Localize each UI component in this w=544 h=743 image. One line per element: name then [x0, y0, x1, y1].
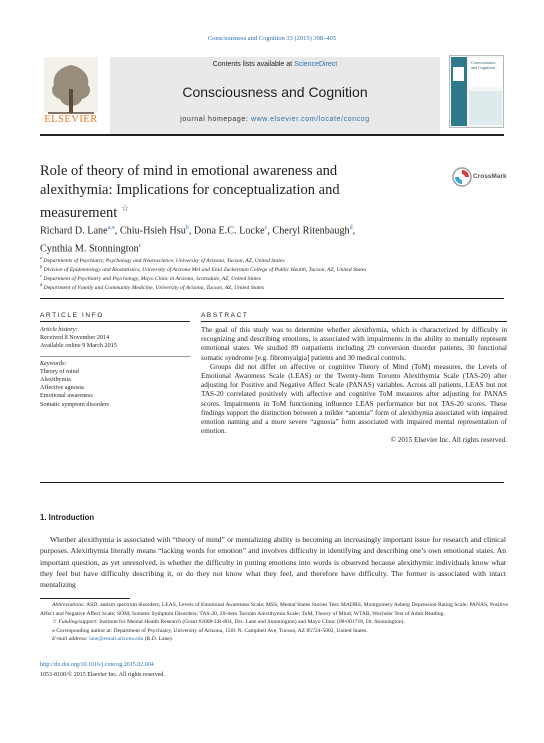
- author-name[interactable]: Cynthia M. Stonnington: [40, 243, 139, 255]
- abstract-heading: ABSTRACT: [201, 312, 249, 319]
- corresponding-mark: ⁎: [52, 627, 55, 634]
- corresponding-text: Corresponding author at: Department of Psychiatry, University of Arizona, 1501 N. Campbell Ave, Tucson, AZ 85724-5002, United States.: [56, 627, 368, 634]
- available-date: Available online 9 March 2015: [40, 342, 117, 350]
- journal-cover-image: [449, 55, 504, 128]
- sciencedirect-link[interactable]: ScienceDirect: [294, 61, 338, 68]
- intro-heading: 1. Introduction: [40, 513, 95, 522]
- abbreviations-note: [40, 601, 508, 618]
- keyword[interactable]: Emotional awareness: [40, 392, 93, 400]
- footnote-rule: [40, 598, 130, 599]
- intro-paragraph: Whether alexithymia is associated with “theory of mind” or mentalizing ability is becoming an increasingly important issue for research and clinical purposes. Alexithymia literally means “lacking words for emotion” and involves difficulty in identifying and describing one’s own emotional states. An important question, as yet unresolved, is whether the difficulty in putting emotions into words is observed because alexithymic individuals know what they feel but have difficulty describing it, or do they not know what they feel, and therefore have difficulty. The former is associated with intact mentalizing: [40, 535, 506, 590]
- author-name[interactable]: Dona E.C. Locke: [193, 225, 265, 237]
- homepage-prefix: journal homepage:: [180, 116, 251, 123]
- funding-text: Institute for Mental Health Research (Grant #2008-LR-804, Drs. Lane and Stonnington) and Mayo Clinic (08-001718, Dr. Stonnington).: [99, 619, 405, 625]
- article-info-block: [40, 326, 165, 409]
- keyword[interactable]: Alexithymia: [40, 376, 71, 384]
- article-info-rule: [40, 321, 190, 322]
- crossmark-label: CrossMark: [473, 173, 507, 180]
- abstract-paragraph-2: Groups did not differ on affective or cognitive Theory of Mind (ToM) measures, the Levels of Emotional Awareness Scale (LEAS) or the Twenty-Item Toronto Alexithymia Scale (TAS-20) after adjusting for Positive and Negative Affect Scale (PANAS) variables. Across all patients, LEAS but not TAS-20 correlated positively with affective and cognitive ToM measures after adjusting for PANAS scores. Impairments in ToM functioning influence LEAS performance but not TAS-20 scores. These findings support the distinction between a milder “anomia” form of alexithymia associated with impaired emotion naming and a more severe “agnosia” form associated with impaired mental representation of emotion.: [201, 362, 507, 436]
- affiliation-text: Departments of Psychiatry, Psychology and Neuroscience, University of Arizona, Tucson, AZ, United States: [43, 257, 285, 264]
- keyword[interactable]: Affective agnosia: [40, 384, 84, 392]
- author-name[interactable]: Chiu-Hsieh Hsu: [119, 225, 186, 237]
- contents-line: [110, 61, 440, 68]
- article-info-heading: ARTICLE INFO: [40, 312, 104, 319]
- cover-title: Consciousness and Cognition: [471, 60, 496, 70]
- affiliation-mark: d: [40, 282, 43, 287]
- author-affiliation-mark[interactable]: c: [138, 242, 142, 249]
- title-footnote-mark[interactable]: ☆: [120, 203, 130, 213]
- author-list: [40, 221, 480, 257]
- author-affiliation-mark[interactable]: d: [349, 225, 353, 231]
- journal-citation[interactable]: Consciousness and Cognition 33 (2015) 398–405: [207, 35, 337, 42]
- affiliation: [40, 281, 510, 292]
- author-separator: ,: [267, 225, 273, 237]
- keyword[interactable]: Somatic symptom disorders: [40, 400, 110, 408]
- abstract-copyright: © 2015 Elsevier Inc. All rights reserved.: [390, 436, 507, 445]
- author-affiliation-mark[interactable]: a,⁎: [107, 225, 115, 231]
- keywords-label: Keywords:: [40, 359, 67, 367]
- doi-link[interactable]: http://dx.doi.org/10.1016/j.concog.2015.02.004: [40, 662, 154, 668]
- author-name[interactable]: Cheryl Ritenbaugh: [272, 225, 350, 237]
- crossmark-icon: [452, 167, 472, 187]
- funding-mark: ☆: [52, 619, 58, 625]
- affiliation-text: Division of Epidemiology and Biostatistics, University of Arizona Mel and Enid Zuckerman College of Public Health, Tucson, AZ, United States: [43, 266, 367, 273]
- email-note: [40, 635, 508, 644]
- header-rule: [40, 134, 504, 136]
- issn-copyright: 1053-8100/© 2015 Elsevier Inc. All rights reserved.: [40, 672, 165, 678]
- email-suffix: (R.D. Lane).: [144, 636, 174, 642]
- affiliation-mark: b: [40, 264, 43, 269]
- affiliation-mark: c: [40, 273, 42, 278]
- footnotes: [40, 601, 508, 644]
- article-title: [40, 162, 380, 222]
- author-affiliation-mark[interactable]: b: [185, 225, 189, 231]
- funding-label: Funding/support:: [58, 619, 98, 625]
- elsevier-logo: [40, 55, 102, 128]
- email-link[interactable]: lane@email.arizona.edu: [89, 636, 144, 642]
- author-separator: ,: [114, 225, 120, 237]
- abbreviations-label: Abbreviations:: [52, 602, 86, 608]
- author-affiliation-mark[interactable]: c: [264, 225, 268, 231]
- history-label: Article history:: [40, 326, 78, 333]
- contents-prefix: Contents lists available at: [212, 61, 295, 68]
- homepage-link[interactable]: www.elsevier.com/locate/concog: [250, 116, 370, 123]
- abstract-body: [201, 326, 507, 446]
- received-date: Received 8 November 2014: [40, 334, 110, 342]
- author-name[interactable]: Richard D. Lane: [40, 225, 108, 237]
- email-label: E-mail address:: [52, 636, 88, 642]
- corresponding-note: [40, 627, 508, 636]
- abstract-paragraph-1: The goal of this study was to determine whether alexithymia, which is characterized by difficulty in recognizing and describing emotions, is associated with impairments in the ability to mentally represent emotional states. We studied 89 outpatients including 29 conversion disorder patients, 30 functional somatic syndrome [e.g. fibromyalgia] patients and 30 medical controls.: [201, 326, 507, 362]
- keywords-divider: [40, 356, 190, 357]
- abstract-rule: [201, 321, 507, 322]
- funding-note: [40, 618, 508, 627]
- elsevier-wordmark: ELSEVIER: [44, 114, 98, 125]
- journal-homepage: [110, 116, 440, 123]
- abbreviations-text: ASD, autism spectrum disorders; LEAS, Levels of Emotional Awareness Scale; MSS, Mental States Stories Test; MADRS, Montgomery Asberg Depression Rating Scale; PANAS, Positive Affect and Negative Affect Scale; SOM, Somatic Symptom Disorders; TAS-20, 20-item Toronto Alexithymia Scale; ToM, Theory of Mind; WTAR, Wechsler Test of Adult Reading.: [40, 602, 508, 617]
- keyword-list: [40, 368, 165, 409]
- author-separator: ,: [188, 225, 194, 237]
- section-rule-top: [40, 298, 504, 299]
- author-separator: ,: [352, 225, 356, 237]
- section-rule-bottom: [40, 482, 504, 483]
- affiliation-mark: a: [40, 255, 42, 260]
- affiliation-text: Department of Family and Community Medicine, University of Arizona, Tucson, AZ, United States: [43, 284, 265, 291]
- crossmark-badge[interactable]: [452, 165, 508, 191]
- keyword[interactable]: Theory of mind: [40, 367, 79, 375]
- journal-title: Consciousness and Cognition: [182, 84, 368, 100]
- article-title-text: Role of theory of mind in emotional awareness and alexithymia: Implications for conceptualization and measurement: [40, 163, 340, 221]
- affiliation-text: Department of Psychiatry and Psychology, Mayo Clinic in Arizona, Scottsdale, AZ, United States: [43, 275, 262, 282]
